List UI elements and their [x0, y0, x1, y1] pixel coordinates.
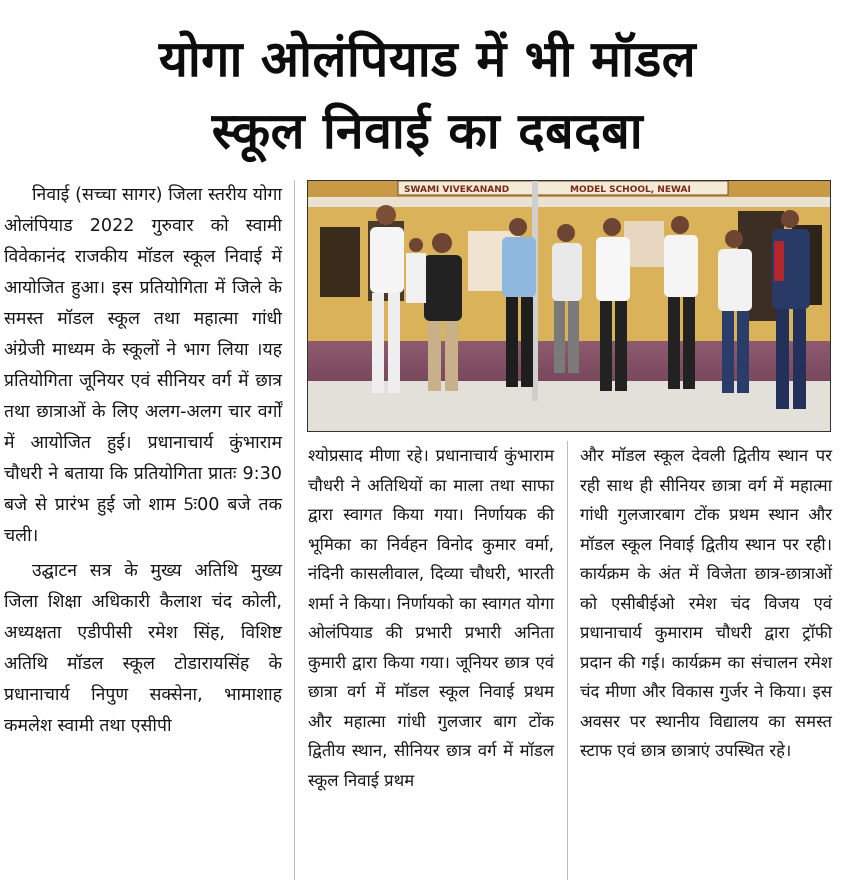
- paragraph-2: उद्घाटन सत्र के मुख्य अतिथि मुख्य जिला शिक्षा अधिकारी कैलाश चंद कोली, अध्यक्षता एडीपीसी रमेश सिंह, विशिष्ट अतिथि मॉडल स्कूल टोडारायसिंह के प्रधानाचार्य निपुण सक्सेना, भामाशाह कमलेश स्वामी तथा एसीपी: [4, 561, 282, 736]
- headline-line-1: योगा ओलंपियाड में भी मॉडल: [158, 30, 697, 88]
- event-photo: [307, 180, 831, 432]
- article-column-1: [4, 180, 282, 742]
- column-divider-1: [294, 180, 295, 880]
- banner-text-left: SWAMI VIVEKANAND: [404, 185, 510, 195]
- paragraph-4: और मॉडल स्कूल देवली द्वितीय स्थान पर रही साथ ही सीनियर छात्रा वर्ग में महात्मा गांधी गुलजारबाग टोंक प्रथम स्थान और मॉडल स्कूल निवाई द्वितीय स्थान पर रही। कार्यक्रम के अंत में विजेता छात्र-छात्राओं को एसीबीईओ रमेश चंद विजय एवं प्रधानाचार्य कुमाराम चौधरी द्वारा ट्रॉफी प्रदान की गई। कार्यक्रम का संचालन रमेश चंद मीणा और विकास गुर्जर ने किया। इस अवसर पर स्थानीय विद्यालय का समस्त स्टाफ एवं छात्र छात्राएं उपस्थित रहे।: [580, 446, 832, 760]
- article-column-3: [580, 441, 832, 766]
- headline-line-2: स्कूल निवाई का दबदबा: [211, 102, 644, 160]
- paragraph-3: श्योप्रसाद मीणा रहे। प्रधानाचार्य कुंभाराम चौधरी ने अतिथियों का माला तथा साफा द्वारा स्वागत किया गया। निर्णायक की भूमिका का निर्वहन विनोद कुमार वर्मा, नंदिनी कासलीवाल, दिव्या चौधरी, भारती शर्मा ने किया। निर्णायको का स्वागत योगा ओलंपियाड की प्रभारी प्रभारी अनिता कुमारी द्वारा किया गया। जूनियर छात्र एवं छात्रा वर्ग में मॉडल स्कूल निवाई प्रथम और महात्मा गांधी गुलजार बाग टोंक द्वितीय स्थान, सीनियर छात्र वर्ग में मॉडल स्कूल निवाई प्रथम: [308, 446, 554, 790]
- event-photo-illustration: [308, 181, 830, 431]
- paragraph-1: निवाई (सच्चा सागर) जिला स्तरीय योगा ओलंपियाड 2022 गुरुवार को स्वामी विवेकानंद राजकीय मॉडल स्कूल निवाई में आयोजित हुआ। इस प्रतियोगिता में जिले के समस्त मॉडल स्कूल तथा महात्मा गांधी अंग्रेजी माध्यम के स्कूलों ने भाग लिया ।यह प्रतियोगिता जूनियर एवं सीनियर वर्ग में छात्र तथा छात्राओं के लिए अलग-अलग चार वर्गों में आयोजित हुई। प्रधानाचार्य कुंभाराम चौधरी ने बताया कि प्रतियोगिता प्रातः 9:30 बजे से प्रारंभ हुई जो शाम 5ः00 बजे तक चली।: [4, 185, 282, 546]
- banner-text-right: MODEL SCHOOL, NEWAI: [570, 185, 691, 195]
- article-column-2: [308, 441, 554, 795]
- column-divider-2: [567, 441, 568, 880]
